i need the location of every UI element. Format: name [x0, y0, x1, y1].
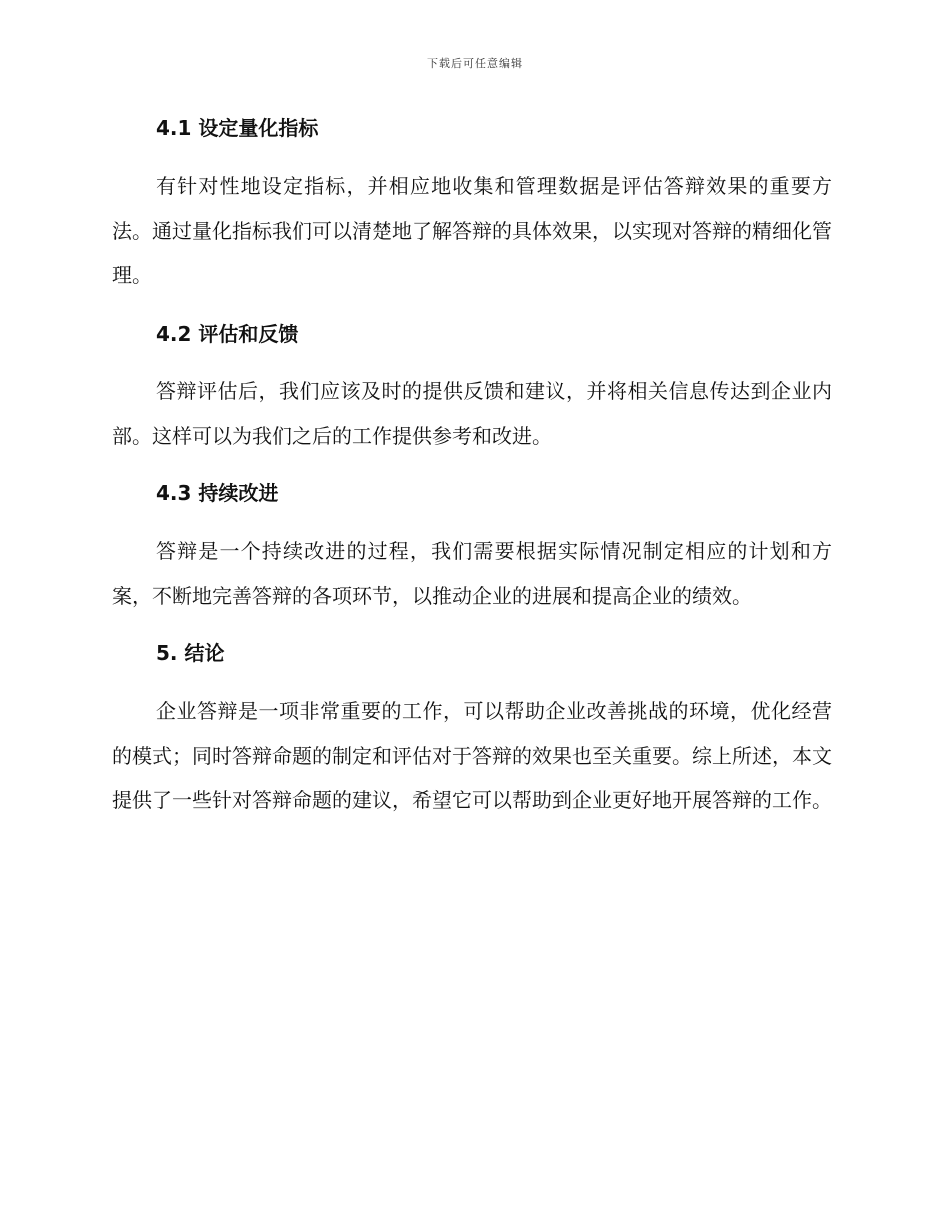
section-heading: 4.2 评估和反馈 [156, 322, 299, 346]
page-header: 下载后可任意编辑 [427, 57, 523, 70]
section-4-1 [112, 113, 832, 298]
section-paragraph: 企业答辩是一项非常重要的工作，可以帮助企业改善挑战的环境，优化经营的模式；同时答辩命题的制定和评估对于答辩的效果也至关重要。综上所述，本文提供了一些针对答辩命题的建议，希望它可以帮助到企业更好地开展答辩的工作。 [112, 699, 832, 812]
section-paragraph: 答辩评估后，我们应该及时的提供反馈和建议，并将相关信息传达到企业内部。这样可以为我们之后的工作提供参考和改进。 [112, 379, 832, 448]
section-4-2 [112, 319, 832, 458]
section-paragraph: 有针对性地设定指标，并相应地收集和管理数据是评估答辩效果的重要方法。通过量化指标我们可以清楚地了解答辩的具体效果，以实现对答辩的精细化管理。 [112, 174, 832, 287]
section-heading: 5. 结论 [156, 641, 225, 665]
section-paragraph: 答辩是一个持续改进的过程，我们需要根据实际情况制定相应的计划和方案，不断地完善答辩的各项环节，以推动企业的进展和提高企业的绩效。 [112, 539, 832, 608]
section-4-3 [112, 478, 832, 618]
section-5-conclusion [112, 638, 832, 823]
section-heading: 4.1 设定量化指标 [156, 116, 319, 140]
section-heading: 4.3 持续改进 [156, 481, 279, 505]
